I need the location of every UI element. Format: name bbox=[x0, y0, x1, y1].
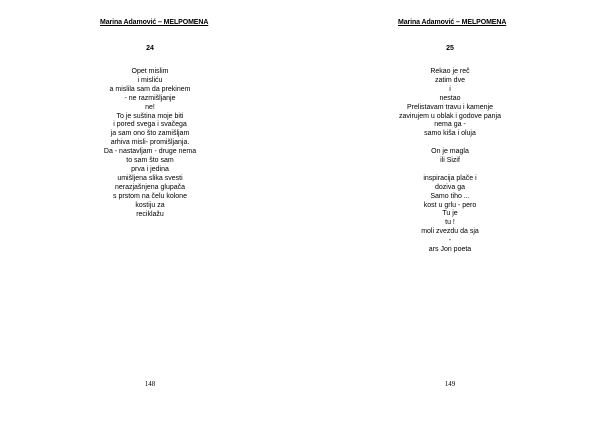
running-header: Marina Adamović – MELPOMENA bbox=[398, 19, 507, 26]
poem-line: - bbox=[448, 237, 452, 245]
poem-line: moli zvezdu da sja bbox=[421, 228, 479, 236]
poem-line: Da - nastavljam - druge nema bbox=[103, 148, 197, 156]
running-header: Marina Adamović – MELPOMENA bbox=[100, 19, 209, 26]
poem-line bbox=[350, 166, 550, 175]
right-page bbox=[300, 0, 600, 425]
poem-line: - ne razmišljanje bbox=[124, 94, 176, 102]
poem-line: kostiju za bbox=[135, 201, 165, 209]
poem-line: Opet mislim bbox=[131, 68, 169, 75]
poem-line: zavirujem u oblak i godove panja bbox=[399, 112, 501, 120]
poem-line: Prelistavam travu i kamenje bbox=[407, 103, 493, 111]
poem-line: inspiracija plače i bbox=[423, 174, 477, 182]
poem-line: doziva ga bbox=[435, 183, 465, 191]
poem-line: ne! bbox=[145, 103, 155, 111]
poem-line: to sam što sam bbox=[126, 157, 174, 165]
poem-line: i bbox=[449, 85, 451, 93]
poem-number: 24 bbox=[146, 45, 154, 52]
poem-line: To je suština moje biti bbox=[116, 112, 184, 120]
poem-line: On je magla bbox=[431, 148, 469, 156]
poem-number: 25 bbox=[446, 45, 454, 52]
poem-line: nerazjašnjena glupača bbox=[114, 183, 186, 191]
poem-line bbox=[350, 139, 550, 148]
poem-line: kost u grlu - pero bbox=[423, 201, 477, 209]
poem-line: samo kiša i oluja bbox=[424, 130, 476, 138]
poem-line: Rekao je reč bbox=[430, 68, 470, 75]
poem-line: ili Sizif bbox=[440, 157, 460, 165]
poem-body bbox=[50, 68, 250, 219]
poem-line: i misliću bbox=[137, 76, 163, 84]
poem-line: nestao bbox=[439, 94, 461, 102]
poem-line: prva i jedina bbox=[131, 165, 169, 173]
poem-line: umišljena slika svesti bbox=[117, 174, 183, 182]
poem-line: arhiva misli- promišljanja. bbox=[110, 139, 190, 147]
page-number: 148 bbox=[144, 380, 156, 388]
poem-line: s prstom na čelu kolone bbox=[113, 192, 187, 200]
poem-line: Samo tiho ... bbox=[430, 192, 470, 200]
poem-line: nema ga - bbox=[434, 121, 466, 129]
poem-line: zatim dve bbox=[435, 76, 465, 84]
poem-line: tu ! bbox=[445, 219, 455, 227]
poem-line: ars Jon poeta bbox=[428, 246, 472, 254]
page-number: 149 bbox=[444, 380, 456, 388]
poem-line: Tu je bbox=[442, 210, 458, 218]
poem-body bbox=[350, 68, 550, 255]
poem-line: a mislila sam da prekinem bbox=[109, 85, 191, 93]
poem-line: ja sam ono što zamišljam bbox=[110, 130, 190, 138]
poem-line: reciklažu bbox=[136, 210, 164, 218]
poem-line: i pored svega i svačega bbox=[113, 121, 187, 129]
